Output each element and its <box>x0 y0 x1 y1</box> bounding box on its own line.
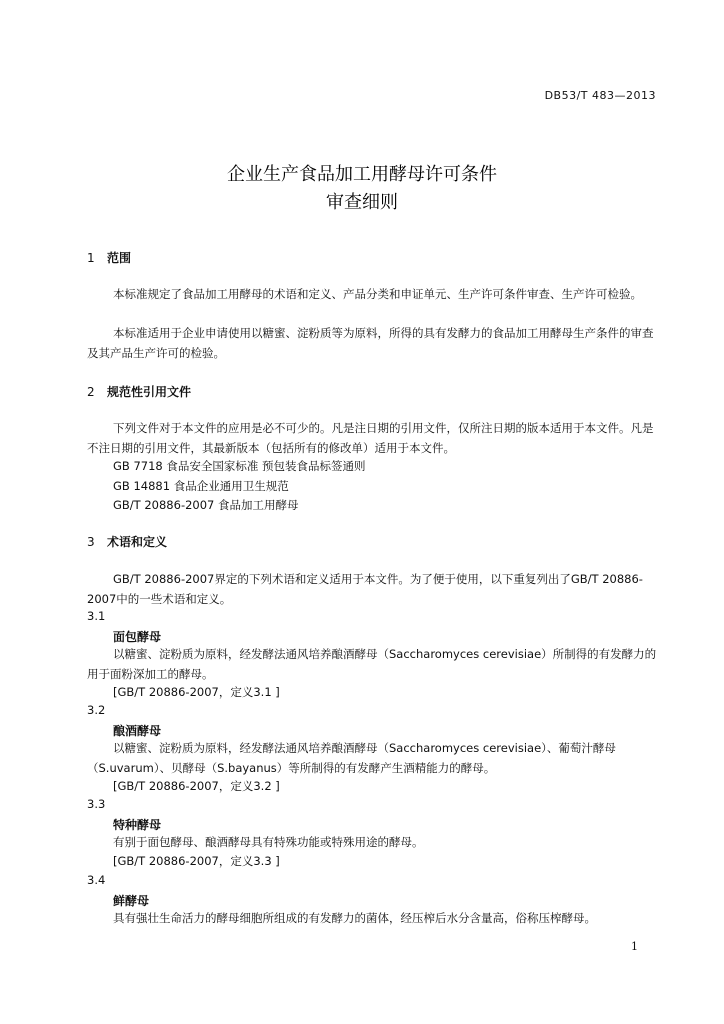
standard-code: DB53/T 483—2013 <box>544 89 656 102</box>
term-source: [GB/T 20886-2007，定义3.3 ] <box>113 854 280 868</box>
page-number: 1 <box>631 940 638 953</box>
section-title: 范围 <box>107 251 132 265</box>
clause-number: 3.3 <box>87 797 106 811</box>
document-title: 企业生产食品加工用酵母许可条件 <box>227 164 497 185</box>
section-title: 规范性引用文件 <box>107 385 192 399</box>
clause-number: 3.2 <box>87 703 106 717</box>
section-number: 2 <box>87 385 95 399</box>
document-subtitle: 审查细则 <box>326 192 398 213</box>
section-title: 术语和定义 <box>107 535 168 549</box>
term-title: 鲜酵母 <box>113 894 150 908</box>
reference-item: GB 7718 食品安全国家标准 预包装食品标签通则 <box>113 459 366 473</box>
term-definition: 以糖蜜、淀粉质为原料，经发酵法通风培养酿酒酵母（Saccharomyces cerevisiae）所制得的有发酵力的用于面粉深加工的酵母。 <box>87 647 657 681</box>
clause-number: 3.1 <box>87 609 106 623</box>
clause-number: 3.4 <box>87 873 106 887</box>
term-title: 特种酵母 <box>113 818 162 832</box>
section-number: 1 <box>87 251 95 265</box>
term-definition: 以糖蜜、淀粉质为原料，经发酵法通风培养酿酒酵母（Saccharomyces cerevisiae）、葡萄汁酵母（S.uvarum）、贝酵母（S.bayanus）等所制得的有发酵产生酒精能力的酵母。 <box>87 741 616 775</box>
section-heading-scope <box>87 249 131 266</box>
paragraph: 下列文件对于本文件的应用是必不可少的。凡是注日期的引用文件，仅所注日期的版本适用于本文件。凡是不注日期的引用文件，其最新版本（包括所有的修改单）适用于本文件。 <box>87 421 654 455</box>
paragraph: 本标准规定了食品加工用酵母的术语和定义、产品分类和申证单元、生产许可条件审查、生产许可检验。 <box>113 287 642 301</box>
section-heading-terms-definitions <box>87 533 167 550</box>
term-source: [GB/T 20886-2007，定义3.2 ] <box>113 779 280 793</box>
term-title: 面包酵母 <box>113 630 162 644</box>
reference-item: GB 14881 食品企业通用卫生规范 <box>113 479 289 493</box>
term-definition: 具有强壮生命活力的酵母细胞所组成的有发酵力的菌体，经压榨后水分含量高，俗称压榨酵母。 <box>113 911 596 925</box>
paragraph: 本标准适用于企业申请使用以糖蜜、淀粉质等为原料，所得的具有发酵力的食品加工用酵母生产条件的审查及其产品生产许可的检验。 <box>87 326 654 360</box>
term-source: [GB/T 20886-2007，定义3.1 ] <box>113 685 280 699</box>
reference-item: GB/T 20886-2007 食品加工用酵母 <box>113 498 299 512</box>
term-title: 酿酒酵母 <box>113 724 162 738</box>
term-definition: 有别于面包酵母、酿酒酵母具有特殊功能或特殊用途的酵母。 <box>113 835 424 849</box>
section-heading-normative-references <box>87 383 191 400</box>
paragraph: GB/T 20886-2007界定的下列术语和定义适用于本文件。为了便于使用，以下重复列出了GB/T 20886-2007中的一些术语和定义。 <box>87 572 643 606</box>
section-number: 3 <box>87 535 95 549</box>
